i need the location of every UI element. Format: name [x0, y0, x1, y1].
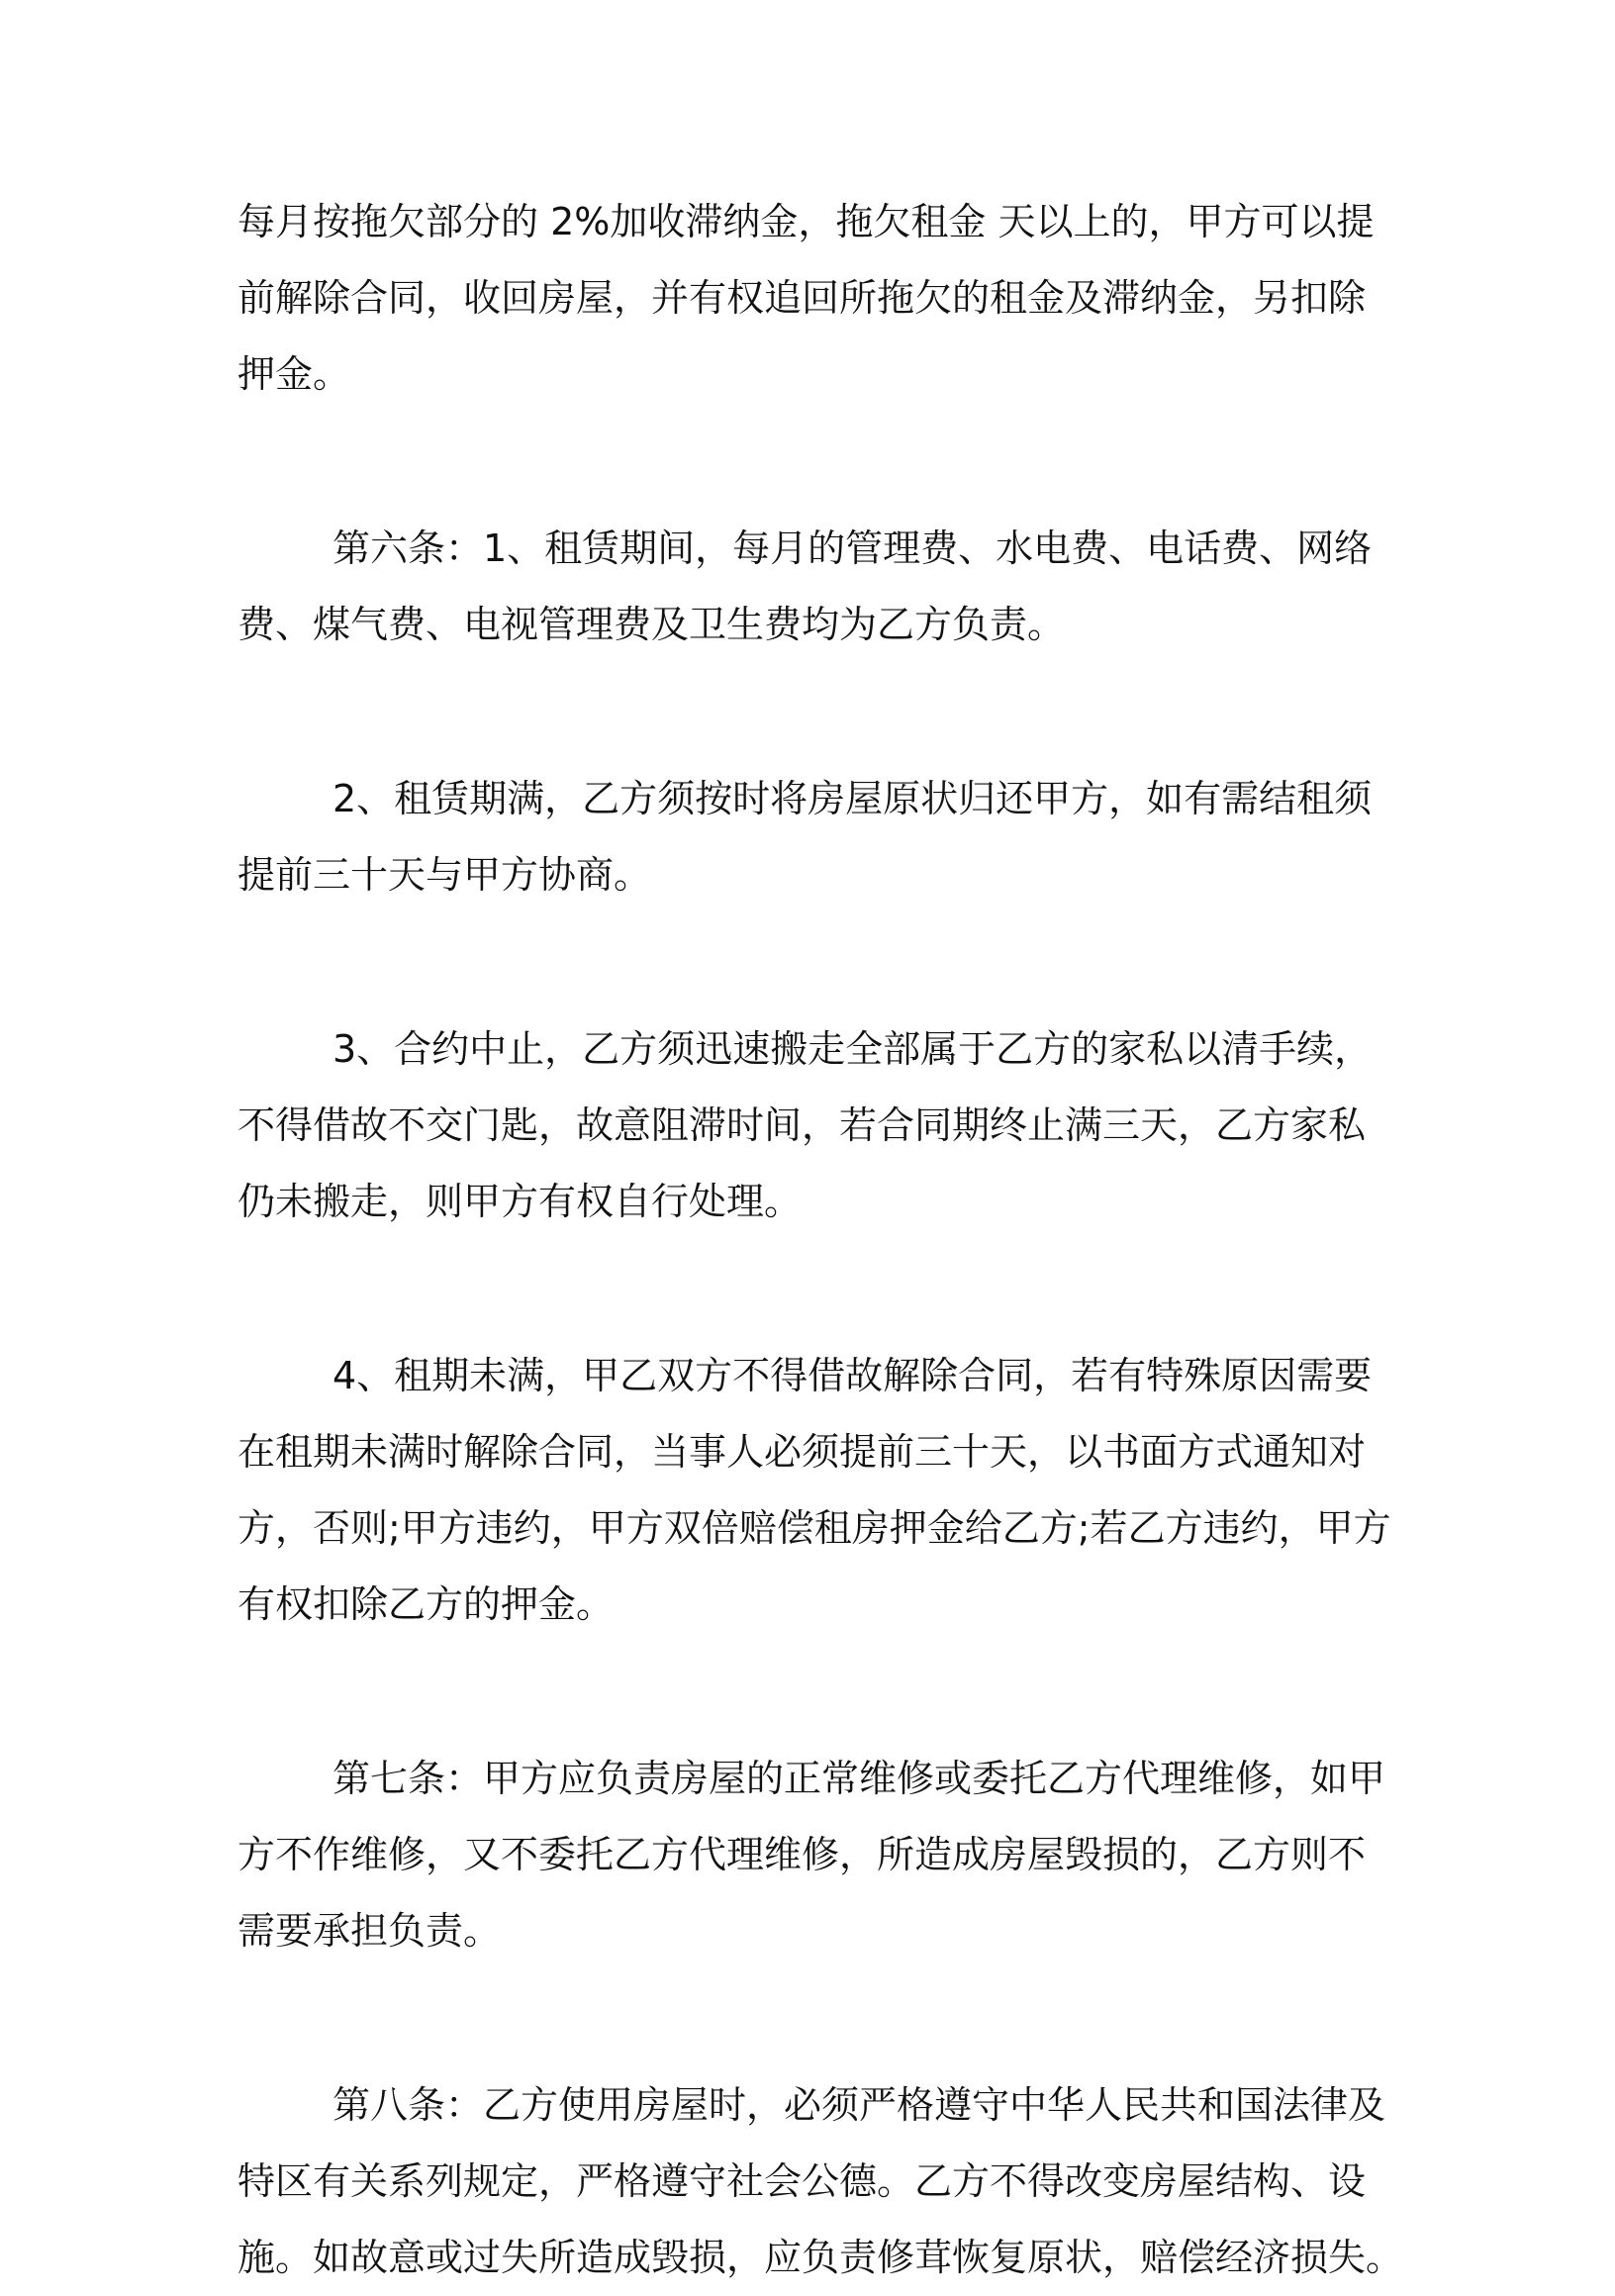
- text-line: 在租期未满时解除合同，当事人必须提前三十天，以书面方式通知对: [238, 1430, 1367, 1474]
- text-line: 费、煤气费、电视管理费及卫生费均为乙方负责。: [238, 603, 1066, 646]
- paragraph-gap: [238, 913, 1366, 1011]
- paragraph-article-7: [238, 1741, 1386, 1969]
- text-line: 押金。: [238, 352, 351, 396]
- paragraph-gap: [238, 413, 1366, 511]
- text-line: 方，否则;甲方违约，甲方双倍赔偿租房押金给乙方;若乙方违约，甲方: [238, 1506, 1391, 1550]
- paragraph-article-8: [238, 2067, 1404, 2296]
- paragraph-article-6-item-3: [238, 1011, 1373, 1240]
- text-line: 特区有关系列规定，严格遵守社会公德。乙方不得改变房屋结构、设: [238, 2159, 1367, 2203]
- text-line: 方不作维修，又不委托乙方代理维修，所造成房屋毁损的，乙方则不: [238, 1833, 1367, 1876]
- text-line: 施。如故意或过失所造成毁损，应负责修茸恢复原状，赔偿经济损失。: [238, 2236, 1404, 2279]
- paragraph-article-6-item-4: [238, 1338, 1391, 1643]
- text-line: 每月按拖欠部分的 2%加收滞纳金，拖欠租金 天以上的，甲方可以提: [238, 200, 1375, 243]
- text-line: 第八条：乙方使用房屋时，必须严格遵守中华人民共和国法律及: [332, 2083, 1386, 2127]
- text-line: 4、租期未满，甲乙双方不得借故解除合同，若有特殊原因需要: [332, 1354, 1373, 1397]
- document-page: [238, 184, 1404, 2296]
- paragraph-late-fee: [238, 184, 1375, 413]
- text-line: 3、合约中止，乙方须迅速搬走全部属于乙方的家私以清手续，: [332, 1027, 1373, 1071]
- paragraph-gap: [238, 663, 1366, 761]
- text-line: 提前三十天与甲方协商。: [238, 853, 652, 897]
- text-line: 第六条：1、租赁期间，每月的管理费、水电费、电话费、网络: [332, 526, 1373, 570]
- text-line: 2、租赁期满，乙方须按时将房屋原状归还甲方，如有需结租须: [332, 777, 1373, 820]
- paragraph-gap: [238, 1969, 1366, 2067]
- text-line: 有权扣除乙方的押金。: [238, 1582, 615, 1626]
- paragraph-article-6-item-2: [238, 761, 1373, 913]
- text-line: 需要承担负责。: [238, 1909, 502, 1953]
- text-line: 不得借故不交门匙，故意阻滞时间，若合同期终止满三天，乙方家私: [238, 1103, 1367, 1147]
- paragraph-gap: [238, 1643, 1366, 1741]
- paragraph-article-6-item-1: [238, 511, 1373, 663]
- text-line: 第七条：甲方应负责房屋的正常维修或委托乙方代理维修，如甲: [332, 1757, 1386, 1800]
- paragraph-gap: [238, 1240, 1366, 1338]
- text-line: 前解除合同，收回房屋，并有权追回所拖欠的租金及滞纳金，另扣除: [238, 276, 1367, 320]
- text-line: 仍未搬走，则甲方有权自行处理。: [238, 1180, 803, 1223]
